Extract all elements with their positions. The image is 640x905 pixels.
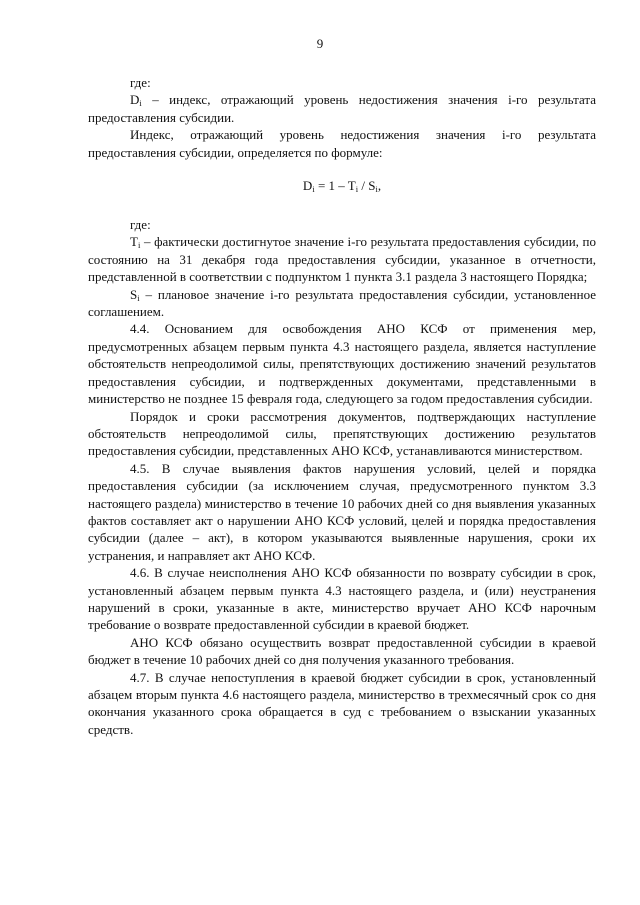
paragraph-index-intro: Индекс, отражающий уровень недостижения значения i-го результата предоставления субсидии, определяется по формуле: [88, 127, 596, 160]
symbol-d-subscript: i [139, 98, 142, 109]
formula-mid: = 1 – T [314, 178, 356, 194]
paragraph-4-4: 4.4. Основанием для освобождения АНО КСФ от применения мер, предусмотренных абзацем первым пункта 4.3 настоящего раздела, является наступление обстоятельств непреодолимой силы, препятствующих достижению значений результатов предоставления субсидии, и подтвержденных документами, представленными в министерство не позднее 15 февраля года, следующего за годом предоставления субсидии. [88, 321, 596, 407]
paragraph-4-4-procedure: Порядок и сроки рассмотрения документов, подтверждающих наступление обстоятельств непреодолимой силы, препятствующих достижению результатов предоставления субсидии, представленных АНО КСФ, устанавливаются министерством. [88, 408, 596, 459]
paragraph-4-7: 4.7. В случае непоступления в краевой бюджет субсидии в срок, установленный абзацем вторым пункта 4.6 настоящего раздела, министерство в трехмесячный срок со дня окончания указанного срока обращается в суд с требованием о взыскании указанных средств. [88, 669, 596, 737]
symbol-s-subscript: i [137, 292, 140, 303]
formula-div: / S [358, 178, 376, 194]
definition-d-text: – индекс, отражающий уровень недостижения значения i-го результата предоставления субсидии. [88, 92, 596, 125]
formula-div-subscript: i [375, 184, 378, 195]
symbol-t-subscript: i [137, 240, 141, 251]
formula-lhs-subscript: i [312, 184, 315, 195]
formula-mid-subscript: i [355, 184, 359, 195]
formula-lhs: D [302, 178, 313, 194]
paragraph-where-2: где: [130, 217, 151, 233]
paragraph-4-5: 4.5. В случае выявления фактов нарушения условий, целей и порядка предоставления субсидии (за исключением случая, предусмотренного пунктом 3.3 настоящего раздела) министерство в течение 10 рабочих дней со дня выявления указанных фактов составляет акт о нарушении АНО КСФ условий, целей и порядка предоставления субсидии (далее – акт), в котором указываются выявленные нарушения, сроки их устранения, и направляет акт АНО КСФ. [88, 460, 596, 563]
page-number: 9 [316, 36, 324, 51]
symbol-s: S [130, 286, 138, 302]
paragraph-definition-d [88, 91, 596, 126]
paragraph-4-6-obligation: АНО КСФ обязано осуществить возврат предоставленной субсидии в краевой бюджет в течение 10 рабочих дней со дня получения указанного требования. [88, 634, 596, 668]
definition-s-text: – плановое значение i-го результата предоставления субсидии, установленное соглашением. [88, 286, 596, 320]
definition-t-text: – фактически достигнутое значение i-го результата предоставления субсидии, по состоянию на 31 декабря года предоставления субсидии, указанное в отчетности, представленной в соответствии с подпунктом 1 пункта 3.1 раздела 3 настоящего Порядка; [88, 234, 596, 285]
document-body [88, 74, 596, 738]
paragraph-where-1: где: [130, 75, 151, 90]
symbol-t: T [130, 234, 138, 250]
formula-end: , [377, 178, 382, 194]
paragraph-definition-s [88, 286, 596, 321]
symbol-d: D [130, 92, 140, 108]
formula [88, 177, 596, 194]
paragraph-4-6: 4.6. В случае неисполнения АНО КСФ обязанности по возврату субсидии в срок, установленный абзацем первым пункта 4.3 настоящего раздела, и (или) неустранения нарушений в сроки, указанные в акте, министерство вручает АНО КСФ нарочным требование о возврате предоставленной субсидии в краевой бюджет. [88, 565, 596, 633]
paragraph-definition-t [88, 233, 596, 285]
